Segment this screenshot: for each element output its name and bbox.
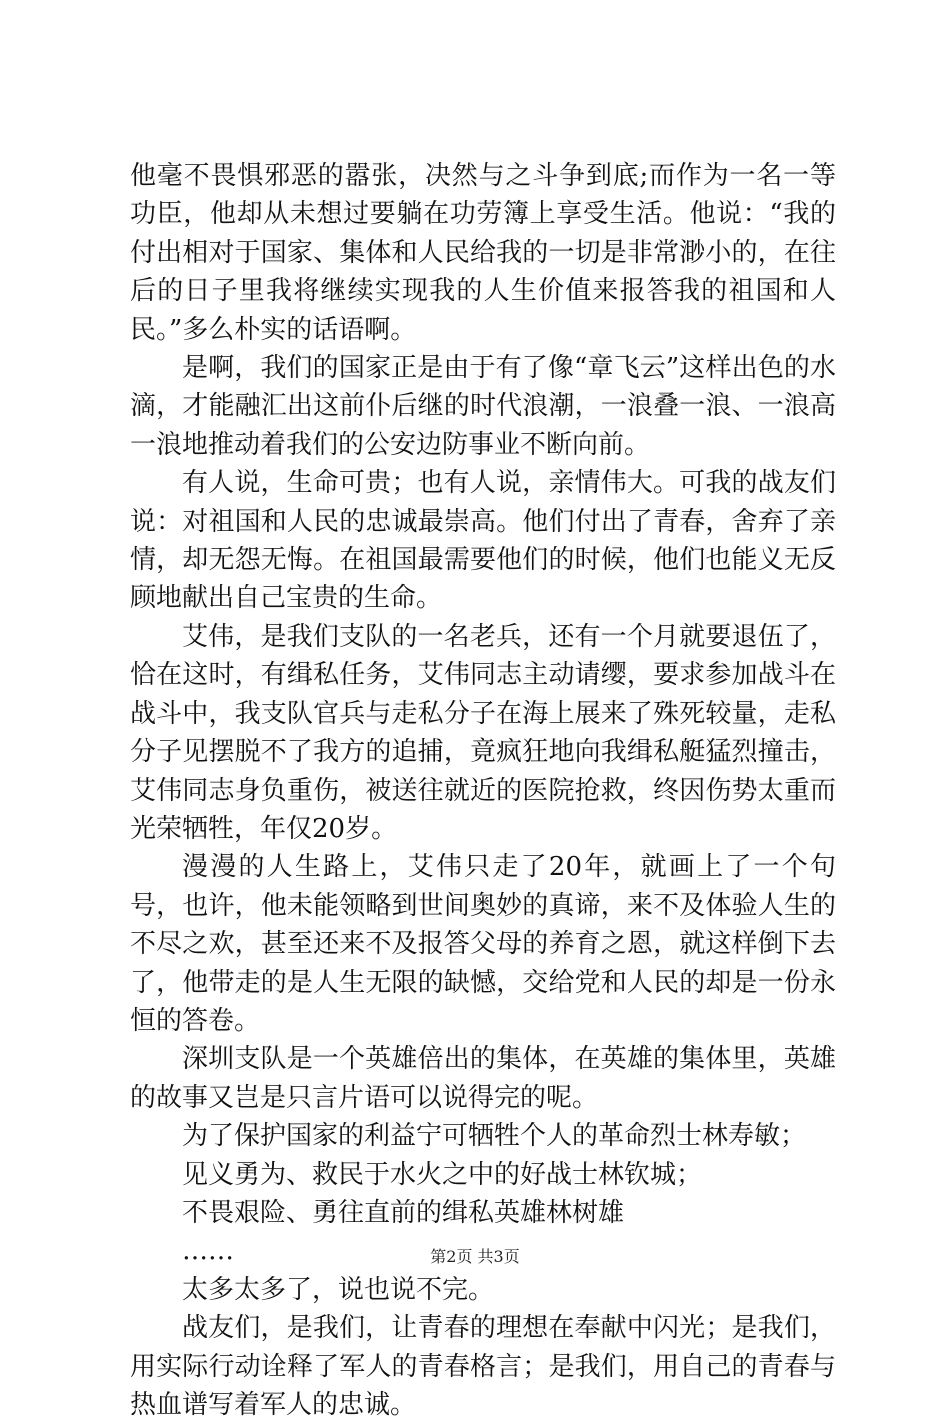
paragraph-2: 是啊，我们的国家正是由于有了像“章飞云”这样出色的水滴，才能融汇出这前仆后继的时代浪潮，一浪叠一浪、一浪高一浪地推动着我们的公安边防事业不断向前。: [130, 353, 836, 460]
hero-line-2: 见义勇为、救民于水火之中的好战士林钦城；: [182, 1159, 703, 1190]
paragraph-6: 深圳支队是一个英雄倍出的集体，在英雄的集体里，英雄的故事又岂是只言片语可以说得完的呢。: [130, 1044, 836, 1113]
paragraph-8: 战友们，是我们，让青春的理想在奉献中闪光；是我们，用实际行动诠释了军人的青春格言；是我们，用自己的青春与热血谱写着军人的忠诚。: [130, 1313, 836, 1420]
ellipsis-line: ……: [182, 1236, 234, 1267]
hero-line-3: 不畏艰险、勇往直前的缉私英雄林树雄: [182, 1197, 625, 1228]
paragraph-1: 他毫不畏惧邪恶的嚣张，决然与之斗争到底;而作为一名一等功臣，他却从未想过要躺在功劳簿上享受生活。他说：“我的付出相对于国家、集体和人民给我的一切是非常渺小的，在往后的日子里我将继续实现我的人生价值来报答我的祖国和人民。”多么朴实的话语啊。: [130, 161, 836, 345]
hero-line-1: 为了保护国家的利益宁可牺牲个人的革命烈士林寿敏；: [182, 1121, 807, 1152]
page-number-footer: 第2页 共3页: [430, 1247, 520, 1266]
paragraph-7: 太多太多了，说也说不完。: [182, 1274, 495, 1305]
paragraph-5: 漫漫的人生路上，艾伟只走了20年，就画上了一个句号，也许，他未能领略到世间奥妙的真谛，来不及体验人生的不尽之欢，甚至还来不及报答父母的养育之恩，就这样倒下去了，他带走的是人生无限的缺憾，交给党和人民的却是一份永恒的答卷。: [130, 852, 836, 1036]
paragraph-3: 有人说，生命可贵；也有人说，亲情伟大。可我的战友们说：对祖国和人民的忠诚最崇高。他们付出了青春，舍弃了亲情，却无怨无悔。在祖国最需要他们的时候，他们也能义无反顾地献出自己宝贵的生命。: [130, 468, 836, 614]
document-body: [130, 157, 836, 1424]
paragraph-4: 艾伟，是我们支队的一名老兵，还有一个月就要退伍了，恰在这时，有缉私任务，艾伟同志主动请缨，要求参加战斗在战斗中，我支队官兵与走私分子在海上展来了殊死较量，走私分子见摆脱不了我方的追捕，竟疯狂地向我缉私艇猛烈撞击，艾伟同志身负重伤，被送往就近的医院抢救，终因伤势太重而光荣牺牲，年仅20岁。: [130, 621, 836, 844]
